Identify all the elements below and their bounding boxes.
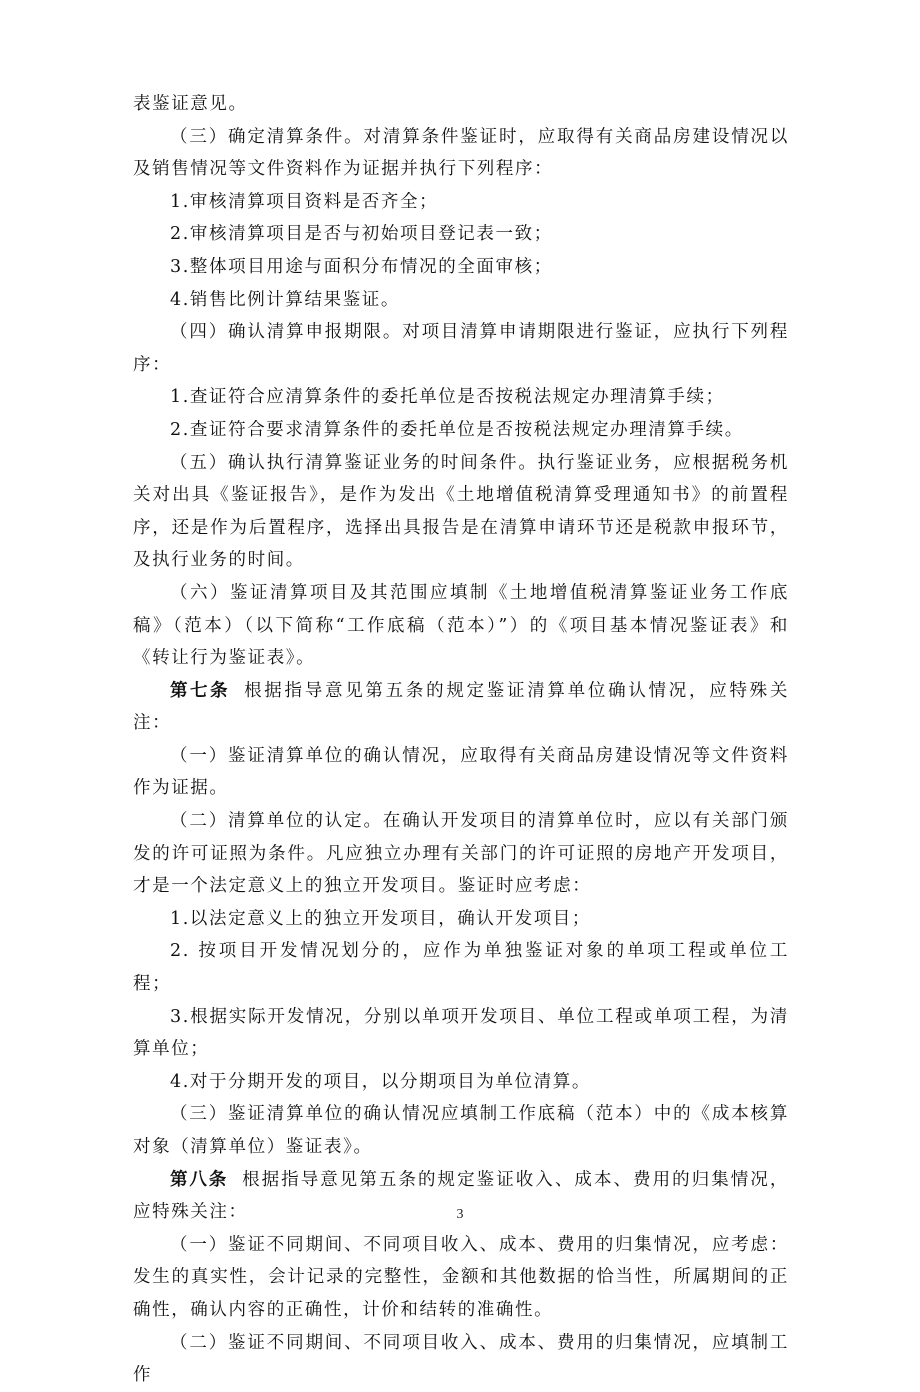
paragraph-text: 3.根据实际开发情况，分别以单项开发项目、单位工程或单项工程，为清算单位； xyxy=(133,1006,789,1060)
paragraph-text: （六）鉴证清算项目及其范围应填制《土地增值税清算鉴证业务工作底稿》（范本）（以下简称“工作底稿（范本）”）的《项目基本情况鉴证表》和《转让行为鉴证表》。 xyxy=(133,582,789,669)
paragraph-text: 4.销售比例计算结果鉴证。 xyxy=(170,289,400,310)
body-paragraph xyxy=(133,1229,789,1327)
paragraph-text: 1.审核清算项目资料是否齐全； xyxy=(170,191,439,212)
paragraph-text: （一）鉴证不同期间、不同项目收入、成本、费用的归集情况，应考虑：发生的真实性，会计记录的完整性，金额和其他数据的恰当性，所属期间的正确性，确认内容的正确性，计价和结转的准确性。 xyxy=(133,1234,789,1320)
paragraph-text: （一）鉴证清算单位的确认情况，应取得有关商品房建设情况等文件资料作为证据。 xyxy=(133,745,789,799)
paragraph-text: 表鉴证意见。 xyxy=(133,94,248,114)
paragraph-text: 2.审核清算项目是否与初始项目登记表一致； xyxy=(170,224,553,245)
body-paragraph xyxy=(133,88,789,121)
article-heading: 第七条 xyxy=(170,680,231,701)
body-paragraph xyxy=(133,316,789,381)
paragraph-text: 1.以法定意义上的独立开发项目，确认开发项目； xyxy=(170,908,591,929)
article-heading: 第八条 xyxy=(170,1169,229,1190)
body-paragraph xyxy=(133,121,789,186)
article-paragraph xyxy=(133,675,789,740)
body-paragraph xyxy=(133,447,789,577)
body-paragraph xyxy=(133,251,789,284)
paragraph-text: （二）清算单位的认定。在确认开发项目的清算单位时，应以有关部门颁发的许可证照为条件。凡应独立办理有关部门的许可证照的房地产开发项目，才是一个法定意义上的独立开发项目。鉴证时应考虑： xyxy=(133,811,789,897)
body-paragraph xyxy=(133,577,789,675)
paragraph-text: 根据指导意见第五条的规定鉴证清算单位确认情况，应特殊关注： xyxy=(133,680,789,734)
body-paragraph xyxy=(133,381,789,414)
paragraph-text: 4.对于分期开发的项目，以分期项目为单位清算。 xyxy=(170,1071,591,1092)
body-paragraph xyxy=(133,1066,789,1099)
paragraph-text: 2. 按项目开发情况划分的，应作为单独鉴证对象的单项工程或单位工程； xyxy=(133,941,789,995)
body-paragraph xyxy=(133,903,789,936)
page-number: 3 xyxy=(456,1207,464,1222)
body-paragraph xyxy=(133,1098,789,1163)
paragraph-text: （四）确认清算申报期限。对项目清算申请期限进行鉴证，应执行下列程序： xyxy=(133,322,789,375)
body-paragraph xyxy=(133,1327,789,1392)
paragraph-text: （三）确定清算条件。对清算条件鉴证时，应取得有关商品房建设情况以及销售情况等文件资料作为证据并执行下列程序： xyxy=(133,126,789,180)
body-paragraph xyxy=(133,1001,789,1066)
paragraph-text: （三）鉴证清算单位的确认情况应填制工作底稿（范本）中的《成本核算对象（清算单位）鉴证表》。 xyxy=(133,1104,789,1157)
paragraph-text: 2.查证符合要求清算条件的委托单位是否按税法规定办理清算手续。 xyxy=(170,419,744,440)
body-paragraph xyxy=(133,186,789,219)
paragraph-text: （二）鉴证不同期间、不同项目收入、成本、费用的归集情况，应填制工作 xyxy=(133,1332,789,1386)
body-paragraph xyxy=(133,740,789,805)
document-body xyxy=(133,88,789,1392)
paragraph-text: （五）确认执行清算鉴证业务的时间条件。执行鉴证业务，应根据税务机关对出具《鉴证报告》，是作为发出《土地增值税清算受理通知书》的前置程序，还是作为后置程序，选择出具报告是在清算申请环节还是税款申报环节，及执行业务的时间。 xyxy=(133,452,789,571)
body-paragraph xyxy=(133,218,789,251)
paragraph-text: 1.查证符合应清算条件的委托单位是否按税法规定办理清算手续； xyxy=(170,387,725,408)
body-paragraph xyxy=(133,414,789,447)
body-paragraph xyxy=(133,935,789,1000)
body-paragraph xyxy=(133,284,789,317)
paragraph-text: 根据指导意见第五条的规定鉴证收入、成本、费用的归集情况，应特殊关注： xyxy=(133,1169,789,1223)
body-paragraph xyxy=(133,805,789,903)
paragraph-text: 3.整体项目用途与面积分布情况的全面审核； xyxy=(170,256,553,277)
